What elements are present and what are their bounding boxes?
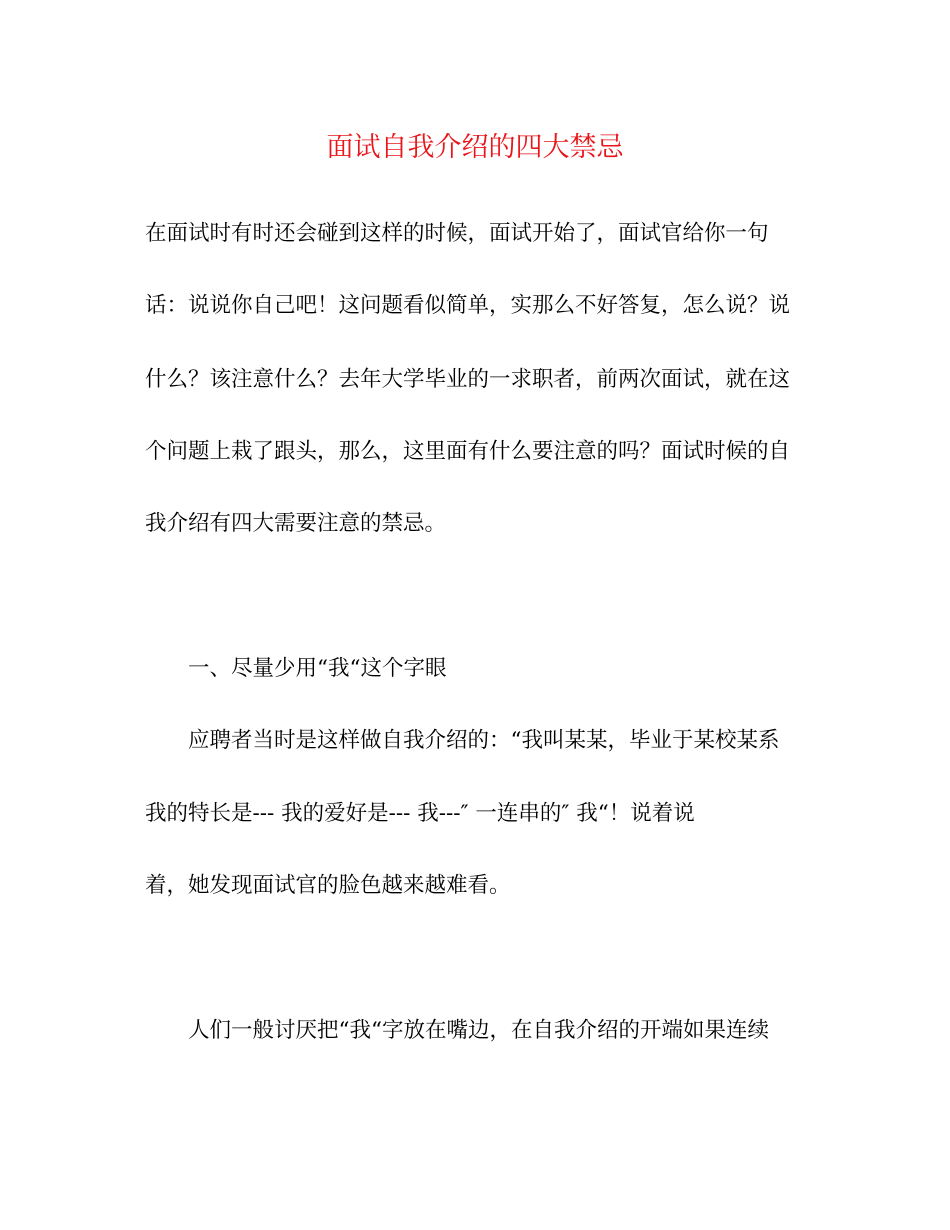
intro-line-1: 在面试时有时还会碰到这样的时候，面试开始了，面试官给你一句 xyxy=(145,221,769,246)
intro-line-5: 我介绍有四大需要注意的禁忌。 xyxy=(145,511,447,536)
intro-line-2: 话：说说你自己吧！这问题看似简单，实那么不好答复，怎么说？说 xyxy=(145,293,791,318)
section-1-paragraph-2: 人们一般讨厌把“我“字放在嘴边，在自我介绍的开端如果连续 xyxy=(188,1018,769,1043)
intro-line-4: 个问题上栽了跟头，那么，这里面有什么要注意的吗？面试时候的自 xyxy=(145,439,791,464)
section-1-line-3: 着，她发现面试官的脸色越来越难看。 xyxy=(145,873,511,898)
section-1-line-1: 应聘者当时是这样做自我介绍的：“我叫某某，毕业于某校某系 xyxy=(188,728,780,753)
intro-line-3: 什么？该注意什么？去年大学毕业的一求职者，前两次面试，就在这 xyxy=(145,367,791,392)
document-title: 面试自我介绍的四大禁忌 xyxy=(326,132,624,163)
section-1-line-2: 我的特长是--- 我的爱好是--- 我---″ 一连串的″ 我“！说着说 xyxy=(145,801,695,826)
section-1-heading: 一、尽量少用“我“这个字眼 xyxy=(188,656,447,681)
